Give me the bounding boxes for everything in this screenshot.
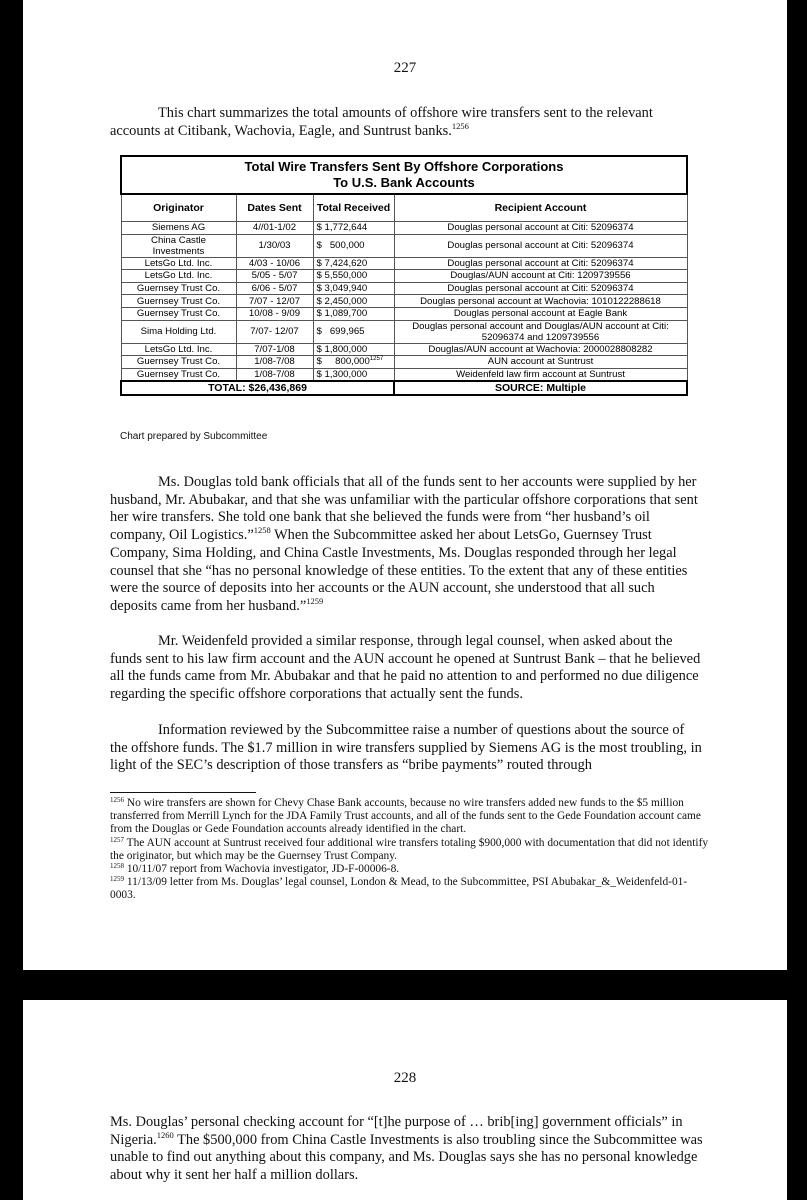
- table-title-line2: To U.S. Bank Accounts: [333, 175, 475, 190]
- footnote-divider: [110, 792, 256, 793]
- cell-recipient: Douglas personal account at Citi: 52096374: [394, 282, 687, 295]
- cell-recipient: Weidenfeld law firm account at Suntrust: [394, 368, 687, 381]
- cell-amount: $ 3,049,940: [313, 282, 394, 295]
- cell-amount: $ 7,424,620: [313, 257, 394, 270]
- document-page-228: [23, 1000, 787, 1200]
- cell-recipient: Douglas/AUN account at Wachovia: 2000028808282: [394, 343, 687, 356]
- cell-amount: $ $800,000^{1257}$: [313, 356, 394, 369]
- cell-dates: 4/03 - 10/06: [236, 257, 313, 270]
- cell-recipient: AUN account at Suntrust: [394, 356, 687, 369]
- cell-recipient: Douglas personal account at Citi: 52096374: [394, 234, 687, 257]
- cell-dates: 1/08-7/08: [236, 356, 313, 369]
- cell-dates: 1/08-7/08: [236, 368, 313, 381]
- wire-transfer-table-container: [120, 155, 688, 396]
- cell-amount: $ 500,000: [313, 234, 394, 257]
- table-row: [121, 222, 687, 235]
- cell-originator: Guernsey Trust Co.: [121, 356, 236, 369]
- footnote-ref: 1258: [253, 525, 271, 536]
- cell-dates: 4//01-1/02: [236, 222, 313, 235]
- table-body: [121, 222, 687, 382]
- cell-originator: Guernsey Trust Co.: [121, 282, 236, 295]
- table-source: SOURCE: Multiple: [394, 381, 687, 395]
- footnote: $^{1259}$ 11/13/09 letter from Ms. Douglas’ legal counsel, London & Mead, to the Subcommittee, PSI Abubakar_&_Weidenfeld-01-0003.: [110, 875, 688, 902]
- table-row: [121, 307, 687, 320]
- page-number: 228: [393, 1070, 417, 1086]
- col-header-recipient: Recipient Account: [394, 194, 687, 222]
- page-number: 227: [393, 60, 417, 76]
- footnote: $^{1258}$ 10/11/07 report from Wachovia investigator, JD-F-00006-8.: [110, 862, 400, 876]
- cell-originator: Guernsey Trust Co.: [121, 295, 236, 308]
- table-row: [121, 368, 687, 381]
- table-total: TOTAL: $26,436,869: [121, 381, 394, 395]
- cell-recipient: Douglas/AUN account at Citi: 1209739556: [394, 270, 687, 283]
- cell-recipient: Douglas personal account at Citi: 52096374: [394, 257, 687, 270]
- cell-amount: $ 1,772,644: [313, 222, 394, 235]
- table-row: [121, 343, 687, 356]
- cell-amount: $ 1,089,700: [313, 307, 394, 320]
- body-paragraph-page2: Ms. Douglas’ personal checking account for “[t]he purpose of … brib[ing] government officials” in Nigeria.$^{1260}$ The $500,000 from China Castle Investments is also troubling since the Subcommittee was unable to find out anything about this company, and Ms. Douglas says she has no personal knowledge about why it sent her half a million dollars.: [110, 1114, 703, 1184]
- table-title: [121, 156, 687, 194]
- col-header-total: Total Received: [313, 194, 394, 222]
- table-row: [121, 270, 687, 283]
- cell-amount: $ 2,450,000: [313, 295, 394, 308]
- cell-amount: $ 5,550,000: [313, 270, 394, 283]
- footnote-ref: 1260: [156, 1129, 174, 1140]
- body-paragraph-1: Ms. Douglas told bank officials that all of the funds sent to her accounts were supplied by her husband, Mr. Abubakar, and that she was unfamiliar with the particular offshore corporations that sent her wire transfers. She told one bank that she believed the funds were from “her husband’s oil company, Oil Logistics.”$^{1258}$ When the Subcommittee asked her about LetsGo, Guernsey Trust Company, Sima Holding, and China Castle Investments, Ms. Douglas responded through her legal counsel that she “has no personal knowledge of these entities. To the extent that any of these entities were the source of deposits into her accounts or the AUN account, she understood that all such deposits came from her husband.”$^{1259}$: [110, 474, 698, 614]
- cell-recipient: Douglas personal account and Douglas/AUN account at Citi: 52096374 and 1209739556: [394, 320, 687, 343]
- cell-recipient: Douglas personal account at Eagle Bank: [394, 307, 687, 320]
- cell-originator: Siemens AG: [121, 222, 236, 235]
- cell-originator: LetsGo Ltd. Inc.: [121, 270, 236, 283]
- document-page-227: [23, 0, 787, 970]
- footnote-ref: 1256: [451, 120, 469, 131]
- table-row: [121, 282, 687, 295]
- cell-recipient: Douglas personal account at Wachovia: 1010122288618: [394, 295, 687, 308]
- cell-dates: 5/05 - 5/07: [236, 270, 313, 283]
- wire-transfer-table: [120, 155, 688, 396]
- cell-dates: 10/08 - 9/09: [236, 307, 313, 320]
- footnote: $^{1256}$ No wire transfers are shown for Chevy Chase Bank accounts, because no wire transfers added new funds to the $5 million transferred from Merrill Lynch for the JDA Family Trust accounts, and all of the funds sent to the Gede Foundation account came from the Douglas or Gede Foundation accounts already identified in the chart.: [110, 796, 701, 836]
- footnotes: [110, 797, 710, 903]
- table-row: [121, 257, 687, 270]
- footnote-ref: 1259: [306, 595, 324, 606]
- cell-originator: Sima Holding Ltd.: [121, 320, 236, 343]
- col-header-dates: Dates Sent: [236, 194, 313, 222]
- cell-recipient: Douglas personal account at Citi: 52096374: [394, 222, 687, 235]
- intro-paragraph: [110, 105, 704, 140]
- cell-amount: $ 699,965: [313, 320, 394, 343]
- cell-amount: $ 1,300,000: [313, 368, 394, 381]
- body-paragraph-3: Information reviewed by the Subcommittee raise a number of questions about the source of the offshore funds. The $1.7 million in wire transfers supplied by Siemens AG is the most troubling, in light of the SEC’s description of those transfers as “bribe payments” routed through: [110, 722, 702, 774]
- footnote: $^{1257}$ The AUN account at Suntrust received four additional wire transfers totaling $900,000 with documentation that did not identify the originator, but which may be the Guernsey Trust Company.: [110, 835, 709, 862]
- cell-originator: China Castle Investments: [121, 234, 236, 257]
- table-header-row: [121, 194, 687, 222]
- table-row: [121, 234, 687, 257]
- table-total-row: [121, 381, 687, 395]
- body-paragraph-2: Mr. Weidenfeld provided a similar response, through legal counsel, when asked about the funds sent to his law firm account and the AUN account he opened at Suntrust Bank – that he believed all the funds came from Mr. Abubakar and that he paid no attention to and performed no due diligence regarding the specific offshore corporations that actually sent the funds.: [110, 633, 701, 703]
- table-row: [121, 320, 687, 343]
- intro-text: This chart summarizes the total amounts of offshore wire transfers sent to the relevant accounts at Citibank, Wachovia, Eagle, and Suntrust banks.: [110, 105, 653, 139]
- cell-originator: Guernsey Trust Co.: [121, 307, 236, 320]
- cell-originator: LetsGo Ltd. Inc.: [121, 343, 236, 356]
- cell-dates: 7/07- 12/07: [236, 320, 313, 343]
- table-title-line1: Total Wire Transfers Sent By Offshore Corporations: [244, 159, 564, 174]
- cell-originator: Guernsey Trust Co.: [121, 368, 236, 381]
- chart-caption: Chart prepared by Subcommittee: [120, 431, 268, 442]
- footnote-ref: 1257: [369, 356, 384, 363]
- col-header-originator: Originator: [121, 194, 236, 222]
- cell-dates: 1/30/03: [236, 234, 313, 257]
- cell-dates: 6/06 - 5/07: [236, 282, 313, 295]
- table-row: [121, 356, 687, 369]
- cell-amount: $ 1,800,000: [313, 343, 394, 356]
- table-row: [121, 295, 687, 308]
- cell-dates: 7/07-1/08: [236, 343, 313, 356]
- cell-dates: 7/07 - 12/07: [236, 295, 313, 308]
- cell-originator: LetsGo Ltd. Inc.: [121, 257, 236, 270]
